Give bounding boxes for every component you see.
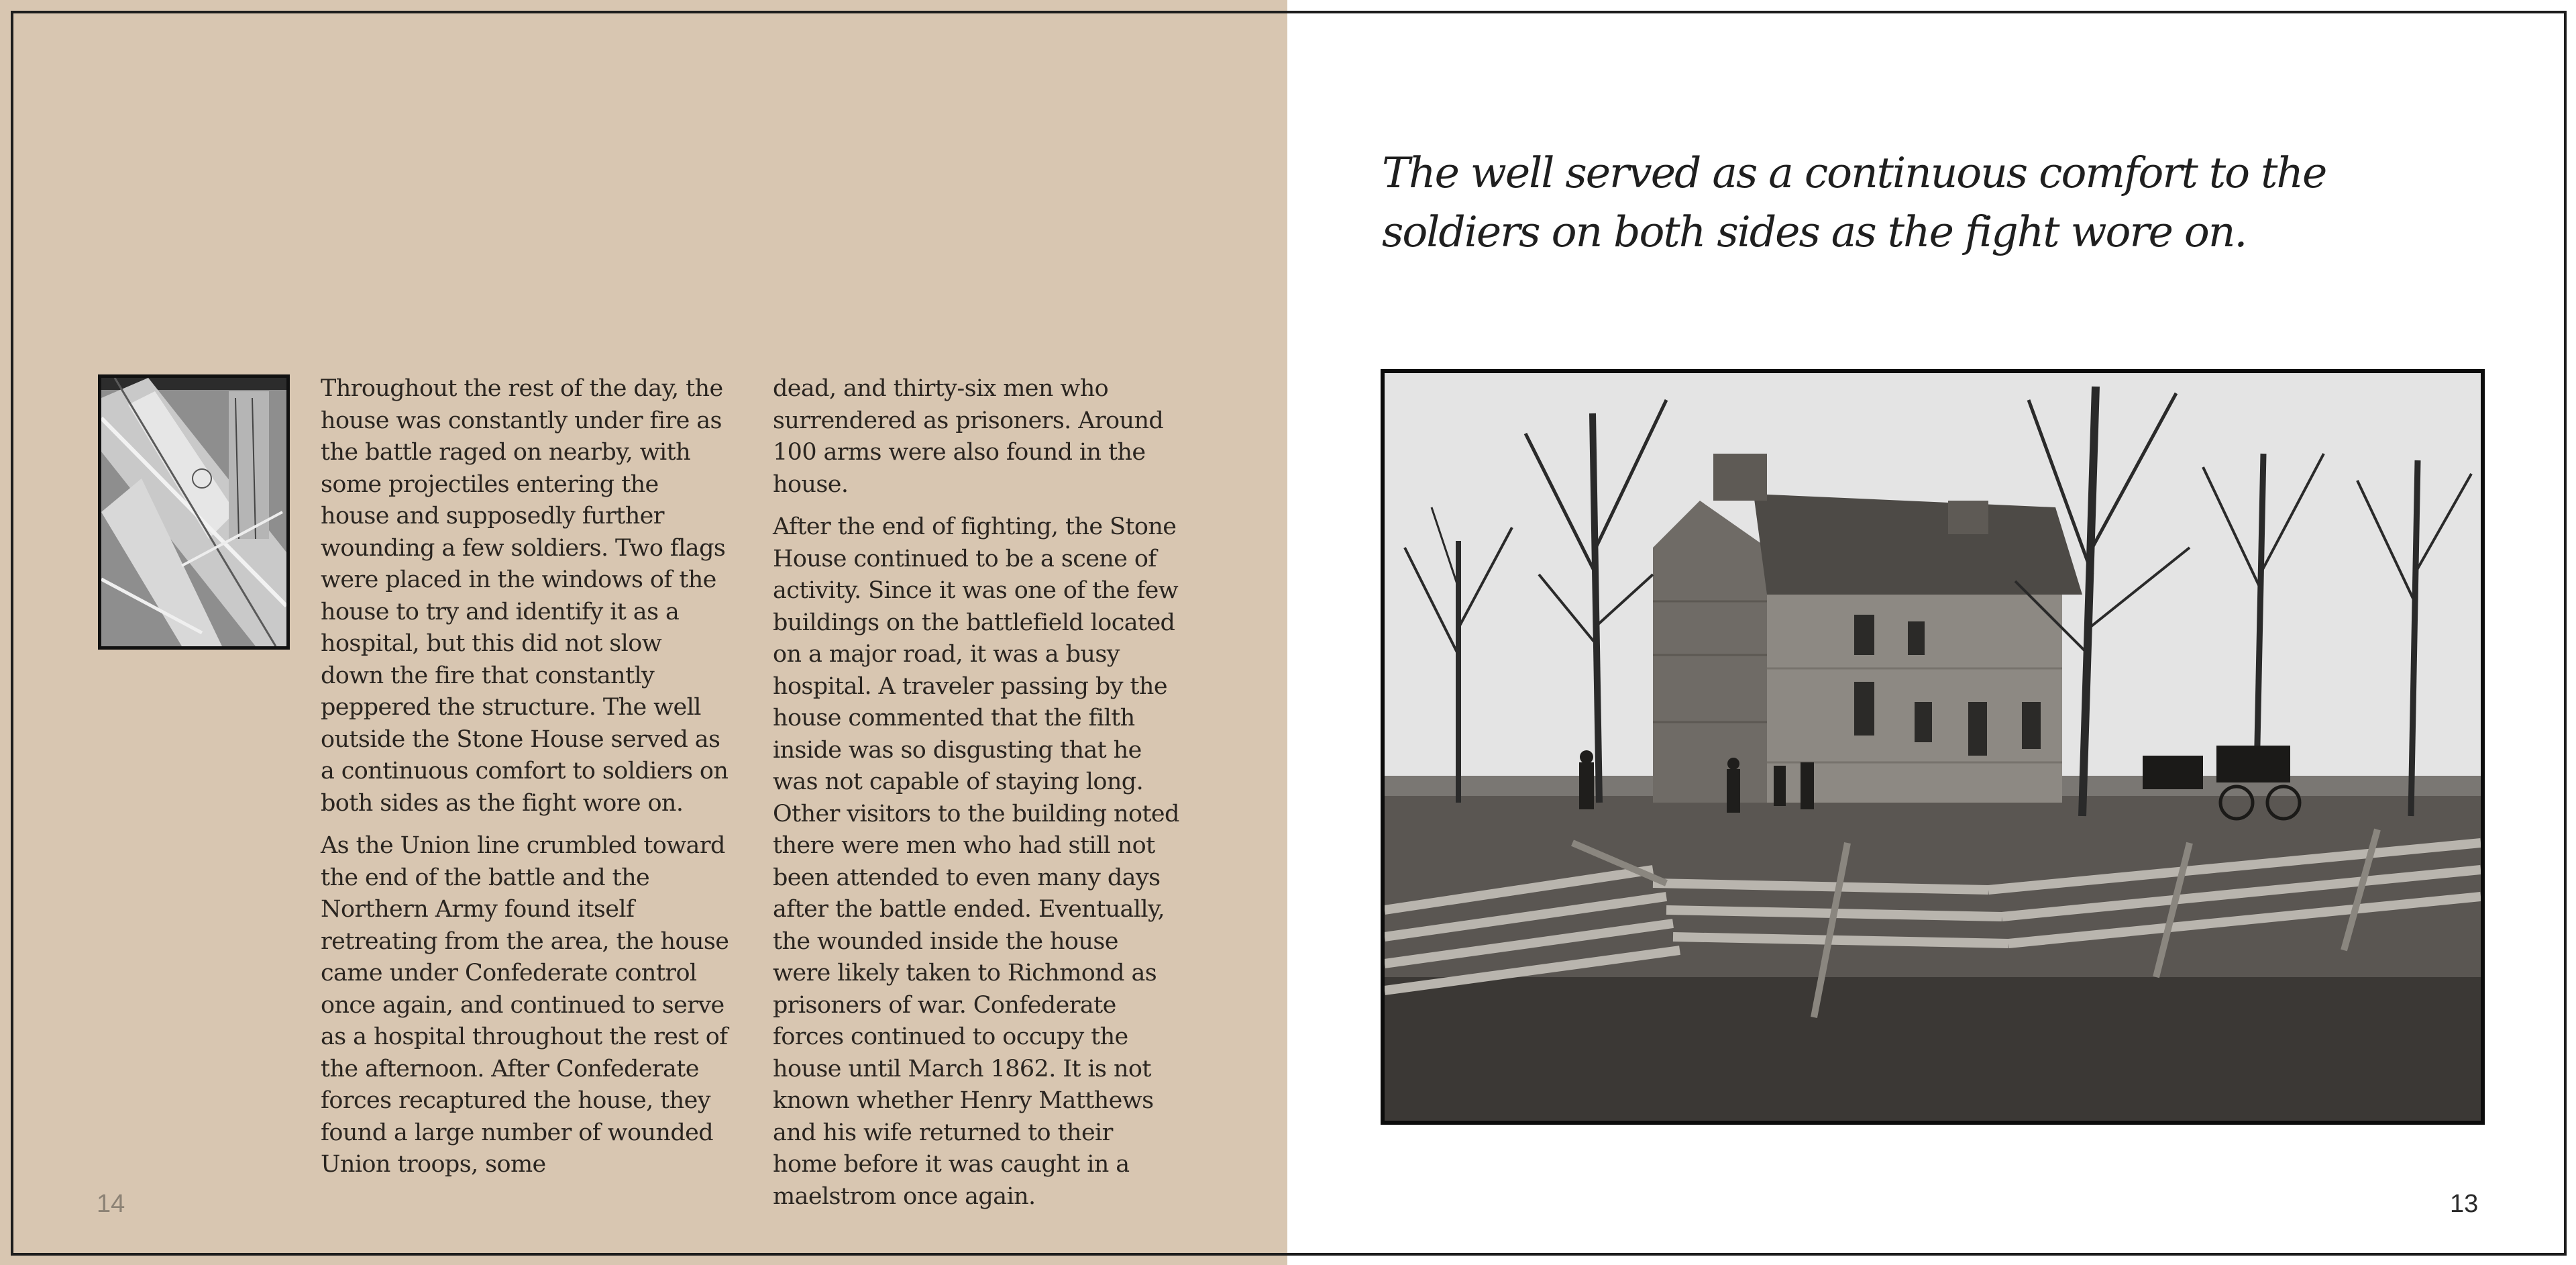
pull-quote: The well served as a continuous comfort to the soldiers on both sides as the fight wore on. xyxy=(1382,148,2326,256)
paragraph: dead, and thirty-six men who surrendered as prisoners. Around 100 arms were also found in the house. xyxy=(773,375,1164,498)
paragraph: After the end of fighting, the Stone House continued to be a scene of activity. Since it was one of the few buildings on the battlefield located on a major road, it was a busy hospital. A traveler passing by the house commented that the filth inside was so disgusting that he was not capable of staying long. Other visitors to the building noted there were men who had still not been attended to even many days after the battle ended. Eventually, the wounded inside the house were likely taken to Richmond as prisoners of war. Confederate forces continued to occupy the house until March 1862. It is not known whether Henry Matthews and his wife returned to their home before it was caught in a maelstrom once again. xyxy=(773,513,1179,1210)
page-number-left: 14 xyxy=(97,1190,125,1218)
text-column-1 xyxy=(321,373,730,1192)
paragraph: As the Union line crumbled toward the end of the battle and the Northern Army found itself retreating from the area, the house came under Confederate control once again, and continued to serve as a hospital throughout the rest of the afternoon. After Confederate forces recaptured the house, they found a large number of wounded Union troops, some xyxy=(321,832,729,1178)
text-column-2 xyxy=(773,373,1182,1223)
stone-house-photograph xyxy=(1381,369,2485,1125)
left-page xyxy=(0,0,1287,1265)
page-number-right: 13 xyxy=(2450,1190,2479,1218)
paragraph: Throughout the rest of the day, the house was constantly under fire as the battle raged on nearby, with some projectiles entering the house and supposedly further wounding a few soldiers. Two flags were placed in the windows of the house to try and identify it as a hospital, but this did not slow down the fire that constantly peppered the structure. The well outside the Stone House served as a continuous comfort to soldiers on both sides as the fight wore on. xyxy=(321,375,729,817)
blueprint-thumbnail-image xyxy=(98,374,290,650)
